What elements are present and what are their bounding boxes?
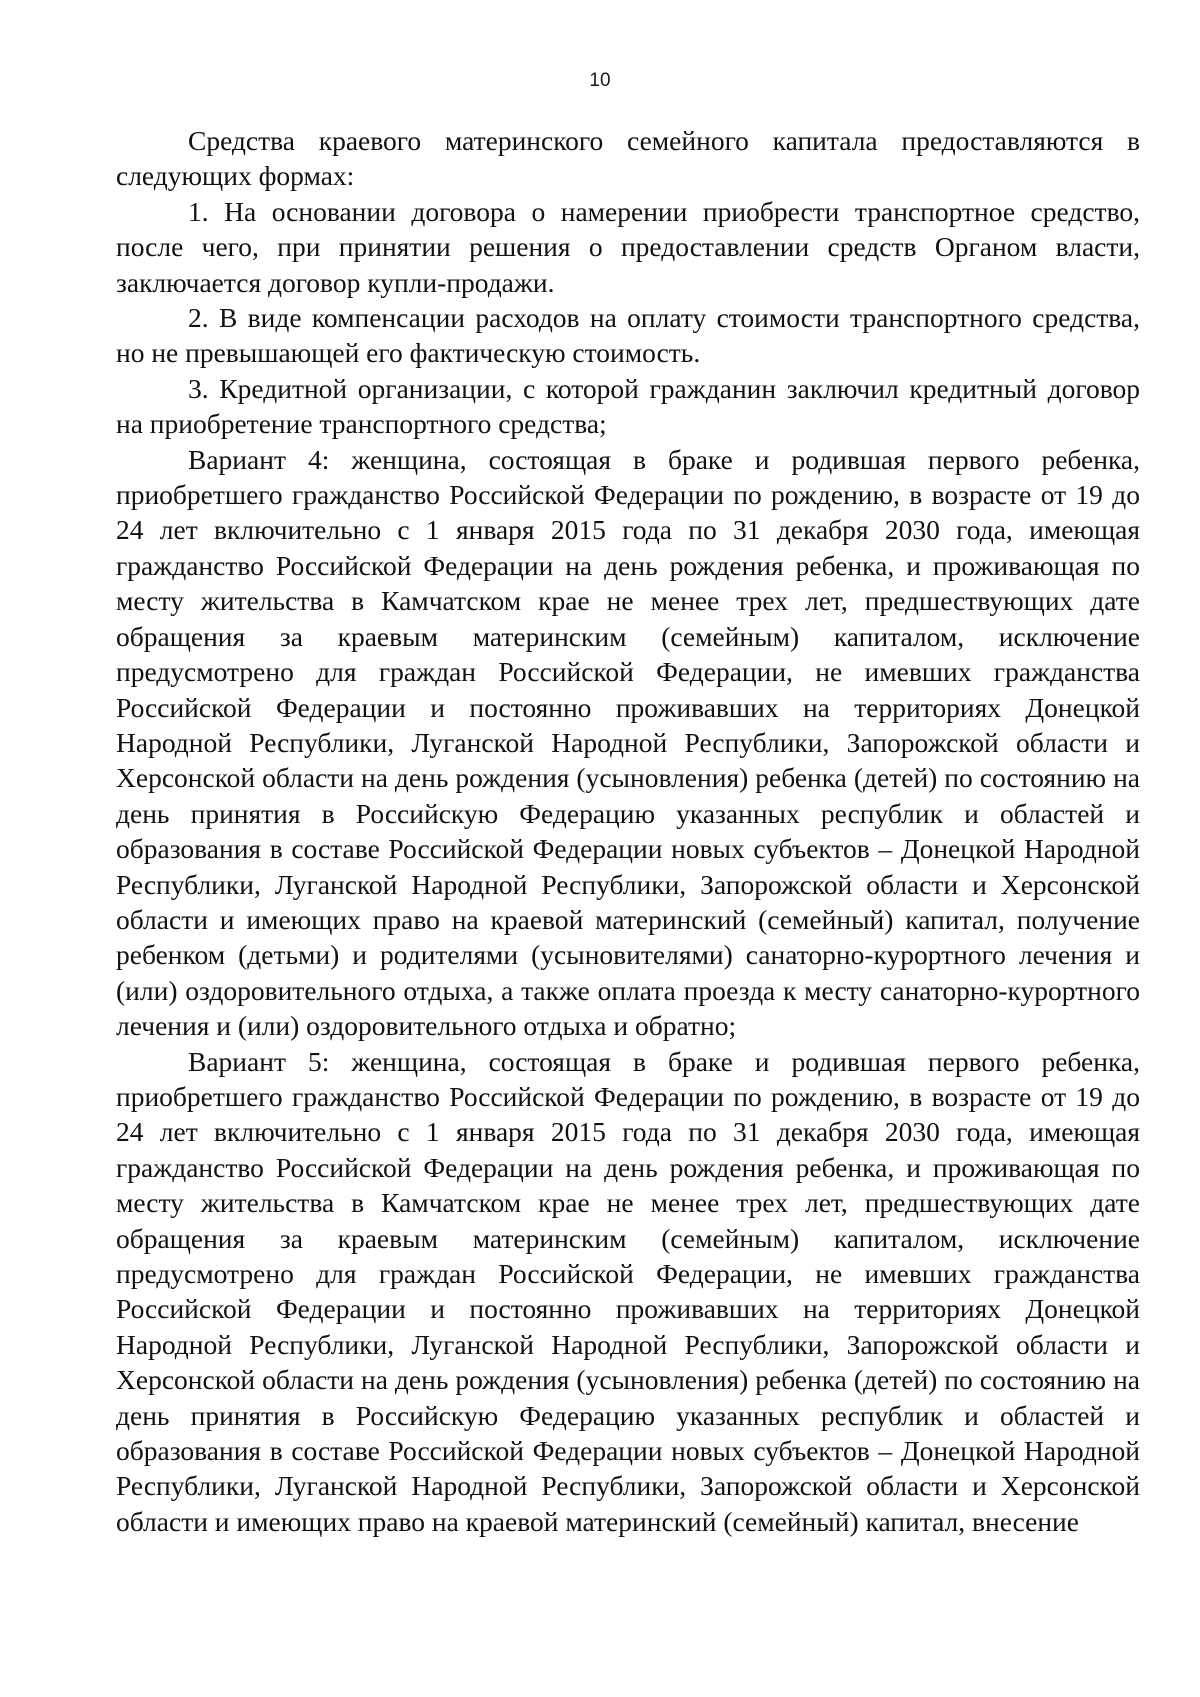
paragraph-item-2: 2. В виде компенсации расходов на оплату стоимости транспортного средства, но не превышающей его фактическую стоимость.	[116, 302, 1140, 369]
paragraph-item-3: 3. Кредитной организации, с которой гражданин заключил кредитный договор на приобретение транспортного средства;	[116, 372, 1140, 440]
paragraph-variant-5: Вариант 5: женщина, состоящая в браке и родившая первого ребенка, приобретшего гражданство Российской Федерации по рождению, в возрасте от 19 до 24 лет включительно с 1 января 2015 года по 31 декабря 2030 года, имеющая гражданство Российской Федерации на день рождения ребенка, и проживающая по месту жительства в Камчатском крае не менее трех лет, предшествующих дате обращения за краевым материнским (семейным) капиталом, исключение предусмотрено для граждан Российской Федерации, не имевших гражданства Российской Федерации и постоянно проживавших на территориях Донецкой Народной Республики, Луганской Народной Республики, Запорожской области и Херсонской области на день рождения (усыновления) ребенка (детей) по состоянию на день принятия в Российскую Федерацию указанных республик и областей и образования в составе Российской Федерации новых субъектов – Донецкой Народной Республики, Луганской Народной Республики, Запорожской области и Херсонской области и имеющих право на краевой материнский (семейный) капитал, внесение	[116, 1045, 1140, 1537]
paragraph-variant-4: Вариант 4: женщина, состоящая в браке и родившая первого ребенка, приобретшего гражданство Российской Федерации по рождению, в возрасте от 19 до 24 лет включительно с 1 января 2015 года по 31 декабря 2030 года, имеющая гражданство Российской Федерации на день рождения ребенка, и проживающая по месту жительства в Камчатском крае не менее трех лет, предшествующих дате обращения за краевым материнским (семейным) капиталом, исключение предусмотрено для граждан Российской Федерации, не имевших гражданства Российской Федерации и постоянно проживавших на территориях Донецкой Народной Республики, Луганской Народной Республики, Запорожской области и Херсонской области на день рождения (усыновления) ребенка (детей) по состоянию на день принятия в Российскую Федерацию указанных республик и областей и образования в составе Российской Федерации новых субъектов – Донецкой Народной Республики, Луганской Народной Республики, Запорожской области и Херсонской области и имеющих право на краевой материнский (семейный) капитал, получение ребенком (детьми) и родителями (усыновителями) санаторно-курортного лечения и (или) оздоровительного отдыха, а также оплата проезда к месту санаторно-курортного лечения и (или) оздоровительного отдыха и обратно;	[116, 443, 1140, 1042]
paragraph-item-1: 1. На основании договора о намерении приобрести транспортное средство, после чего, при принятии решения о предоставлении средств Органом власти, заключается договор купли-продажи.	[116, 195, 1140, 298]
page-number: 10	[589, 70, 611, 91]
paragraph-intro: Средства краевого материнского семейного капитала предоставляются в следующих формах:	[116, 125, 1140, 192]
document-body	[116, 123, 1140, 1539]
